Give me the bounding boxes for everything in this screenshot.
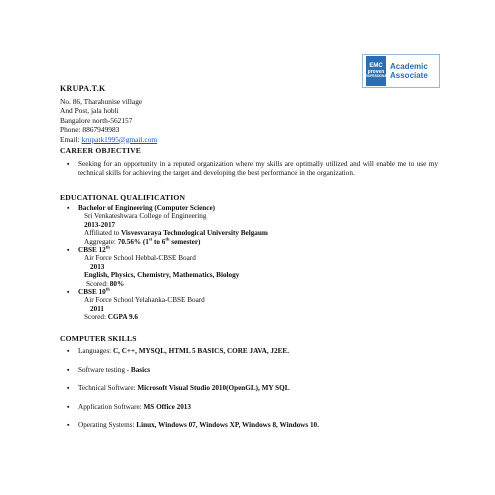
- address-line: Bangalore north-562157: [60, 115, 133, 125]
- skill-languages: [67, 347, 438, 355]
- degree-title: Bachelor of Engineering (Computer Science): [78, 204, 216, 212]
- skill-label: Languages:: [78, 347, 113, 355]
- ordinal-suffix: th: [105, 244, 110, 250]
- education-list: [67, 204, 398, 322]
- college-name: Sri Venkateshwara College of Engineering: [84, 212, 207, 221]
- skill-software-testing: [67, 365, 438, 374]
- score-label: Scored:: [84, 313, 108, 322]
- score-value: 80%: [109, 279, 125, 288]
- phone-label: Phone:: [60, 125, 81, 135]
- bullet: ▪: [67, 384, 70, 393]
- bullet: ▪: [67, 160, 70, 168]
- affiliation: [78, 229, 398, 237]
- education-item-be: [67, 204, 398, 246]
- bullet: ▪: [67, 246, 70, 255]
- career-objective-heading: CAREER OBJECTIVE: [60, 146, 142, 155]
- skill-value: C, C++, MYSQL, HTML 5 BASICS, CORE JAVA, J2EE.: [112, 347, 289, 355]
- emc-academic-associate-logo: [362, 54, 440, 88]
- subjects: English, Physics, Chemistry, Mathematics, Biology: [84, 271, 240, 280]
- candidate-name: KRUPA.T.K: [60, 84, 106, 93]
- aggregate-end: semester): [169, 237, 201, 246]
- phone-line: [60, 125, 157, 134]
- skill-value: Microsoft Visual Studio 2010(OpenGL), MY SQL: [137, 384, 290, 393]
- skill-label: Software testing -: [78, 365, 131, 374]
- score: [78, 280, 398, 288]
- score-value: CGPA 9.6: [107, 313, 138, 322]
- address-line: And Post, jala hobli: [60, 106, 119, 116]
- career-objective-text: Seeking for an opportunity in a reputed organization where my skills are optimally utilized and will enable me to use my technical skills for achieving the target and developing the best performance in the organization.: [78, 160, 438, 177]
- affiliation-prefix: Affiliated to: [84, 229, 121, 238]
- bullet: ▪: [67, 421, 70, 430]
- career-objective-text-block: [67, 160, 438, 177]
- skill-technical-software: [67, 384, 438, 393]
- aggregate: [78, 238, 398, 246]
- education-heading: EDUCATIONAL QUALIFICATION: [60, 193, 186, 202]
- school-year: 2011: [90, 304, 104, 313]
- skill-label: Technical Software:: [78, 384, 138, 393]
- cbse10-title: [78, 288, 398, 296]
- ordinal-suffix: th: [165, 236, 170, 242]
- computer-skills-heading: COMPUTER SKILLS: [60, 334, 137, 343]
- university-name: Visvesvaraya Technological University Belgaum: [121, 229, 268, 238]
- logo-text: [390, 62, 428, 80]
- bullet: ▪: [67, 288, 70, 297]
- score-label: Scored:: [86, 279, 110, 288]
- phone-number: 8867949983: [82, 125, 120, 135]
- email-link[interactable]: krupatk1995@gmail.com: [81, 134, 158, 144]
- logo-mark-sub2: PROFESSIONAL: [363, 74, 389, 79]
- cbse12-title: [78, 246, 398, 254]
- skill-value: MS Office 2013: [143, 402, 191, 411]
- school-year: 2013: [90, 262, 105, 271]
- aggregate-value: 70.56% (1: [117, 237, 149, 246]
- cbse10-title-text: CBSE 10: [78, 288, 106, 297]
- logo-text-line1: Academic: [390, 61, 428, 71]
- skills-list: [67, 347, 438, 440]
- skill-label: Application Software:: [78, 402, 144, 411]
- ordinal-suffix: th: [105, 286, 110, 292]
- contact-block: [60, 97, 157, 144]
- bullet: ▪: [67, 365, 70, 374]
- email-label: Email:: [60, 134, 80, 144]
- bullet: ▪: [67, 347, 70, 355]
- logo-text-line2: Associate: [390, 71, 428, 80]
- ordinal-suffix: st: [148, 236, 153, 242]
- education-item-cbse10: [67, 286, 398, 322]
- skill-application-software: [67, 402, 438, 411]
- logo-mark-text: EMC: [369, 63, 383, 70]
- aggregate-mid: to 6: [152, 237, 166, 246]
- email-line: [60, 135, 157, 144]
- skill-label: Operating Systems:: [78, 421, 137, 430]
- school-name: Air Force School Hebbal-CBSE Board: [84, 254, 196, 263]
- score: [78, 313, 398, 321]
- bullet: ▪: [67, 402, 70, 411]
- emc-logo-icon: [363, 56, 389, 86]
- address-line: No. 86, Tharahunise village: [60, 97, 143, 106]
- cbse12-title-text: CBSE 12: [78, 246, 106, 255]
- aggregate-label: Aggregate:: [84, 237, 118, 246]
- skill-operating-systems: [67, 421, 438, 430]
- skill-value: Basics: [130, 365, 151, 374]
- degree-years: 2013-2017: [84, 220, 116, 229]
- logo-mark-sub: proven: [367, 68, 385, 75]
- school-name: Air Force School Yelahanka-CBSE Board: [84, 296, 205, 305]
- bullet: ▪: [67, 204, 70, 212]
- skill-value: Linux, Windows 07, Windows XP, Windows 8, Windows 10.: [136, 421, 319, 430]
- education-item-cbse12: [67, 244, 398, 288]
